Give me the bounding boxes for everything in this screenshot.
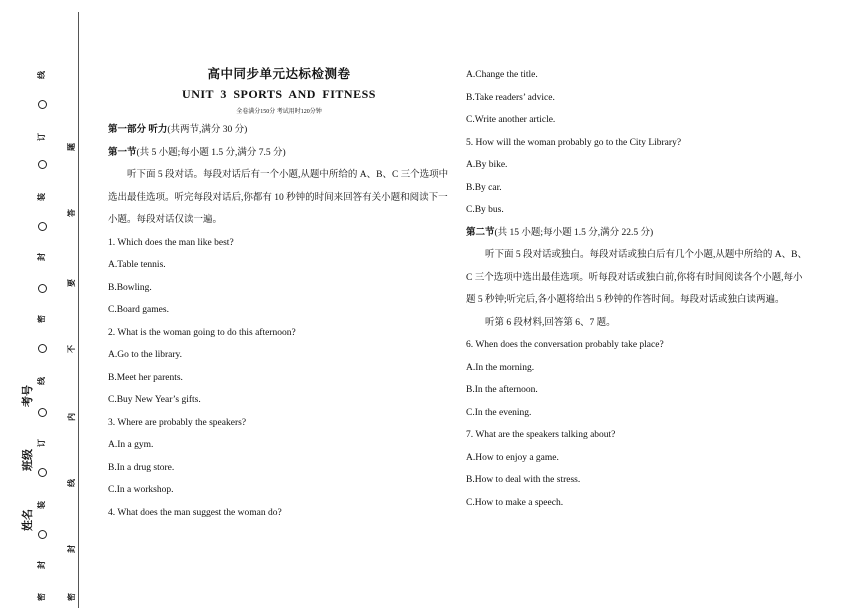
unit-title: UNIT 3 SPORTS AND FITNESS	[182, 87, 376, 101]
binding-char: 密	[67, 593, 76, 601]
option-line: C.How to make a speech.	[466, 497, 564, 508]
binding-char: 密	[37, 593, 46, 601]
section-label: 第一节	[108, 147, 137, 158]
binding-char: 装	[37, 193, 46, 201]
question-line: 7. What are the speakers talking about?	[466, 430, 616, 440]
section-instructions: 听下面 5 段对话或独白。每段对话或独白后有几个小题,从题中所给的 A、B、C 三个选项中选出最佳选项。听每段对话或独白前,你将有时间阅读各个小题,每小题 5 秒钟;听完后,各小题将给出 5 秒钟的作答时间。每段对话或独白读两遍。	[466, 250, 807, 305]
part-note: (共两节,满分 30 分)	[167, 125, 248, 135]
binding-char: 装	[37, 501, 46, 509]
question-line: 4. What does the man suggest the woman do?	[108, 507, 282, 518]
binding-char: 封	[67, 545, 76, 553]
option-line: C.Board games.	[108, 305, 169, 315]
sub-instructions: 听第 6 段材料,回答第 6、7 题。	[485, 317, 616, 328]
part-label: 第一部分 听力	[108, 125, 168, 135]
option-line: A.How to enjoy a game.	[466, 452, 559, 463]
option-line: C.By bus.	[466, 205, 504, 215]
option-line: B.Bowling.	[108, 282, 152, 293]
option-line: B.By car.	[466, 182, 502, 193]
binding-char: 内	[67, 413, 76, 421]
exam-title: 高中同步单元达标检测卷	[207, 67, 351, 81]
question-line: 5. How will the woman probably go to the City Library?	[466, 137, 682, 148]
section-heading	[108, 142, 450, 165]
section-note: (共 5 小题;每小题 1.5 分,满分 7.5 分)	[136, 147, 286, 158]
part-heading	[108, 119, 450, 142]
binding-char: 答	[67, 209, 76, 217]
binding-char: 封	[37, 561, 46, 569]
option-line: C.In the evening.	[466, 407, 532, 418]
option-line: A.By bike.	[466, 160, 508, 170]
binding-margin	[0, 0, 80, 608]
binding-hole-icon	[38, 222, 47, 231]
option-line: C.Buy New Year’s gifts.	[108, 395, 201, 405]
question-line: 6. When does the conversation probably take place?	[466, 340, 664, 350]
right-column	[466, 64, 811, 514]
option-line: B.Meet her parents.	[108, 372, 183, 383]
binding-hole-icon	[38, 408, 47, 417]
option-line: A.In the morning.	[466, 362, 535, 373]
option-line: C.Write another article.	[466, 115, 556, 125]
option-line: C.In a workshop.	[108, 485, 174, 495]
binding-hole-icon	[38, 468, 47, 477]
class-label: 班级	[22, 449, 34, 471]
option-line: A.Table tennis.	[108, 260, 166, 270]
binding-char: 密	[37, 315, 46, 323]
left-column	[108, 66, 450, 524]
binding-char: 要	[67, 279, 76, 287]
binding-char: 不	[67, 345, 76, 353]
binding-hole-icon	[38, 160, 47, 169]
binding-hole-icon	[38, 344, 47, 353]
section-note: (共 15 小题;每小题 1.5 分,满分 22.5 分)	[494, 227, 654, 238]
binding-hole-icon	[38, 530, 47, 539]
binding-char: 封	[37, 253, 46, 261]
option-line: A.Go to the library.	[108, 350, 183, 360]
option-line: B.Take readers’ advice.	[466, 92, 555, 103]
option-line: B.In a drug store.	[108, 462, 175, 473]
option-line: B.In the afternoon.	[466, 385, 538, 395]
option-line: A.Change the title.	[466, 70, 538, 80]
student-number-label: 考号	[22, 385, 34, 407]
question-line: 3. Where are probably the speakers?	[108, 417, 247, 428]
question-line: 1. Which does the man like best?	[108, 237, 234, 248]
option-line: B.How to deal with the stress.	[466, 475, 581, 485]
binding-char: 订	[37, 439, 46, 447]
question-line: 2. What is the woman going to do this afternoon?	[108, 327, 296, 338]
name-label: 姓名	[22, 509, 34, 531]
section-heading	[466, 222, 811, 245]
binding-hole-icon	[38, 100, 47, 109]
option-line: A.In a gym.	[108, 440, 154, 450]
exam-meta: 全卷满分150分 考试用时120分钟	[236, 109, 322, 115]
section-label: 第二节	[466, 227, 495, 238]
binding-hole-icon	[38, 284, 47, 293]
section-instructions: 听下面 5 段对话。每段对话后有一个小题,从题中所给的 A、B、C 三个选项中选出最佳选项。听完每段对话后,你都有 10 秒钟的时间来回答有关小题和阅读下一小题。每段对话仅读一遍。	[108, 170, 449, 225]
binding-char: 线	[37, 71, 46, 79]
binding-char: 线	[37, 377, 46, 385]
binding-line	[78, 12, 79, 608]
binding-char: 订	[37, 133, 46, 141]
binding-char: 题	[67, 143, 76, 151]
binding-char: 线	[67, 479, 76, 487]
